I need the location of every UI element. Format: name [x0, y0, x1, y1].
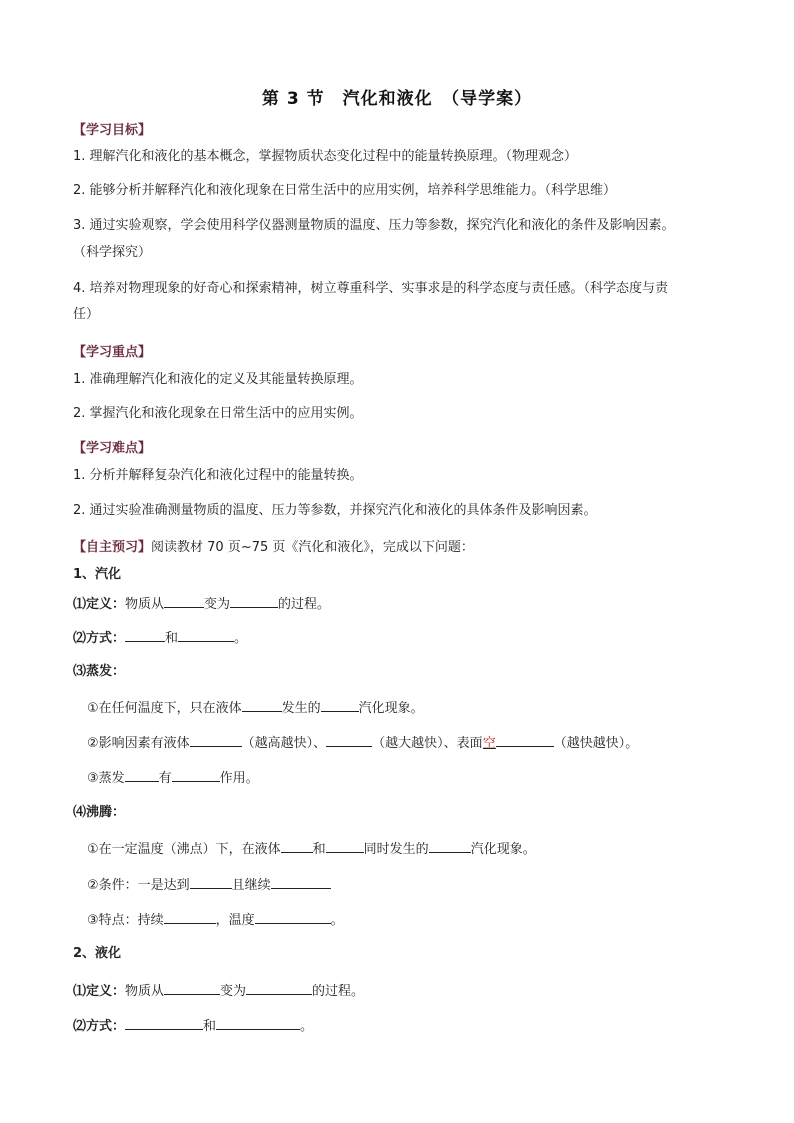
label: ⑵方式：: [73, 1019, 126, 1034]
label: ⑴定义：: [73, 984, 126, 999]
blank[interactable]: [216, 1015, 300, 1030]
blank[interactable]: [271, 874, 331, 889]
text: （越大越快）、表面: [372, 736, 483, 751]
text: ①在一定温度（沸点）下，在液体: [87, 842, 281, 857]
goal-item: （科学探究）: [73, 245, 152, 260]
preview-header: 【自主预习】: [73, 540, 152, 555]
blank[interactable]: [242, 697, 282, 712]
blank[interactable]: [230, 593, 278, 608]
preview-intro: 阅读教材 70 页~75 页《汽化和液化》，完成以下问题：: [151, 540, 474, 555]
label: ⑴定义：: [73, 597, 126, 612]
text: ③特点：持续: [87, 913, 164, 928]
goal-item: 3. 通过实验观察，学会使用科学仪器测量物质的温度、压力等参数，探究汽化和液化的条件及影响因素。: [73, 218, 675, 233]
key-point-item: 1. 准确理解汽化和液化的定义及其能量转换原理。: [73, 372, 363, 387]
text: 的过程。: [312, 984, 365, 999]
blank[interactable]: [326, 838, 364, 853]
blank[interactable]: [125, 1015, 203, 1030]
difficulties-header: 【学习难点】: [73, 441, 152, 456]
liquefaction-definition: [73, 980, 364, 1002]
page-title: 第 3 节 汽化和液化 （导学案）: [261, 89, 533, 109]
text: 有: [158, 771, 172, 786]
goals-header: 【学习目标】: [73, 123, 152, 138]
blank[interactable]: [125, 767, 159, 782]
boiling-item-3: [87, 909, 344, 931]
blank[interactable]: [255, 909, 331, 924]
text: 变为: [220, 984, 247, 999]
text: 且继续: [231, 878, 271, 893]
text: 。: [330, 913, 344, 928]
text: ③蒸发: [87, 771, 125, 786]
blank[interactable]: [190, 732, 242, 747]
blank[interactable]: [164, 980, 220, 995]
boiling-item-2: [87, 874, 331, 896]
blank[interactable]: [326, 732, 372, 747]
blank[interactable]: [429, 838, 471, 853]
text: （越快越快）。: [553, 736, 639, 751]
text: 作用。: [219, 771, 259, 786]
red-text: 空: [482, 736, 496, 751]
text: 的过程。: [278, 597, 331, 612]
text: 物质从: [125, 984, 165, 999]
text: 。: [300, 1019, 314, 1034]
text: 。: [234, 631, 248, 646]
goal-item: 4. 培养对物理现象的好奇心和探索精神，树立尊重科学、实事求是的科学态度与责任感。（科学态度与责: [73, 281, 669, 296]
section-vaporization-title: 1、汽化: [73, 567, 122, 582]
key-point-item: 2. 掌握汽化和液化现象在日常生活中的应用实例。: [73, 406, 363, 421]
text: 汽化现象。: [358, 701, 424, 716]
evaporation-item-2: [87, 732, 638, 754]
text: 物质从: [125, 597, 165, 612]
text: 变为: [204, 597, 231, 612]
boiling-title: ⑷沸腾：: [73, 805, 126, 820]
blank[interactable]: [496, 732, 554, 747]
vaporization-definition: [73, 593, 330, 615]
blank[interactable]: [125, 627, 165, 642]
text: ，温度: [215, 913, 255, 928]
difficulty-item: 1. 分析并解释复杂汽化和液化过程中的能量转换。: [73, 468, 363, 483]
blank[interactable]: [246, 980, 312, 995]
goal-item: 1. 理解汽化和液化的基本概念，掌握物质状态变化过程中的能量转换原理。（物理观念）: [73, 149, 578, 164]
blank[interactable]: [321, 697, 359, 712]
goal-item: 2. 能够分析并解释汽化和液化现象在日常生活中的应用实例，培养科学思维能力。（科学思维）: [73, 183, 617, 198]
blank[interactable]: [164, 593, 204, 608]
blank[interactable]: [172, 767, 220, 782]
liquefaction-methods: [73, 1015, 313, 1037]
preview-line: [73, 538, 474, 558]
blank[interactable]: [178, 627, 234, 642]
blank[interactable]: [281, 838, 313, 853]
difficulty-item: 2. 通过实验准确测量物质的温度、压力等参数，并探究汽化和液化的具体条件及影响因素。: [73, 503, 597, 518]
text: ②条件：一是达到: [87, 878, 190, 893]
goal-item: 任）: [73, 307, 100, 322]
boiling-item-1: [87, 838, 536, 860]
text: ①在任何温度下，只在液体: [87, 701, 242, 716]
section-liquefaction-title: 2、液化: [73, 946, 122, 961]
text: 和: [312, 842, 326, 857]
evaporation-item-3: [87, 767, 259, 789]
text: 同时发生的: [363, 842, 429, 857]
text: 汽化现象。: [470, 842, 536, 857]
evaporation-item-1: [87, 697, 424, 719]
text: 和: [165, 631, 179, 646]
key-points-header: 【学习重点】: [73, 345, 152, 360]
text: 和: [203, 1019, 217, 1034]
blank[interactable]: [190, 874, 232, 889]
text: 发生的: [281, 701, 321, 716]
evaporation-title: ⑶蒸发：: [73, 664, 126, 679]
text: ②影响因素有液体: [87, 736, 190, 751]
text: （越高越快）、: [241, 736, 327, 751]
label: ⑵方式：: [73, 631, 126, 646]
blank[interactable]: [164, 909, 216, 924]
vaporization-methods: [73, 627, 247, 649]
